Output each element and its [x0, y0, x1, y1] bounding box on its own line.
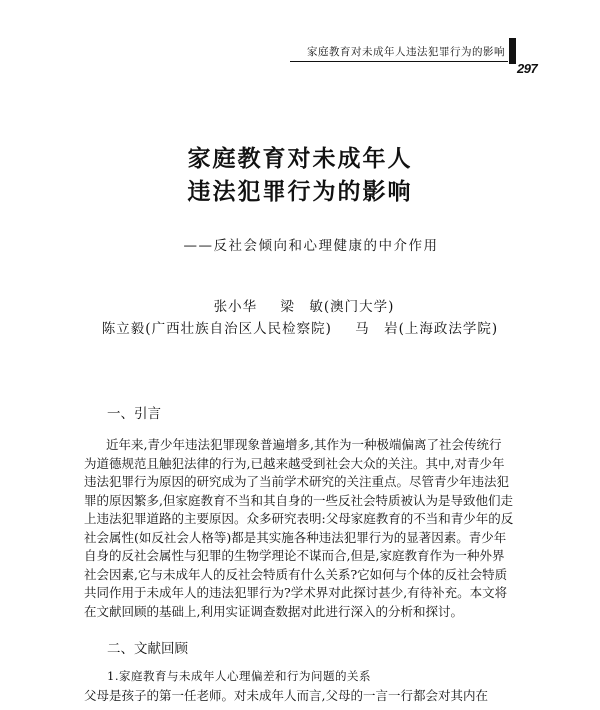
- running-head: 家庭教育对未成年人违法犯罪行为的影响: [307, 46, 505, 58]
- subtitle: ——反社会倾向和心理健康的中介作用: [183, 238, 439, 254]
- section-heading-review: 二、文献回顾: [107, 641, 188, 656]
- text-line: 父母是孩子的第一任老师。对未成年人而言,父母的一言一行都会对其内在: [84, 688, 488, 703]
- title-line-1: 家庭教育对未成年人: [187, 145, 413, 172]
- text-line: 社会因素,它与未成年人的反社会特质有什么关系?它如何与个体的反社会特质: [84, 566, 508, 582]
- text-line: 违法犯罪行为原因的研究成为了当前学术研究的关注重点。尽管青少年违法犯: [84, 474, 510, 489]
- text-line: 社会属性(如反社会人格等)都是其实施各种违法犯罪行为的显著因素。青少年: [84, 529, 507, 545]
- author-name: 马 岩(上海政法学院): [355, 321, 499, 337]
- section-heading-intro: 一、引言: [107, 406, 161, 421]
- title-line-2: 违法犯罪行为的影响: [187, 178, 413, 205]
- subsection-heading: 1.家庭教育与未成年人心理偏差和行为问题的关系: [107, 669, 371, 683]
- author-name: 陈立毅(广西壮族自治区人民检察院): [101, 321, 332, 337]
- header-rule: [290, 61, 508, 62]
- authors-line-2: [0, 317, 600, 337]
- text-line: 上违法犯罪道路的主要原因。众多研究表明:父母家庭教育的不当和青少年的反: [84, 511, 514, 526]
- intro-paragraph: [84, 436, 522, 621]
- text-line: 近年来,青少年违法犯罪现象普遍增多,其作为一种极端偏离了社会传统行: [106, 437, 502, 452]
- page-number: 297: [517, 61, 538, 76]
- author-name: 梁 敏(澳门大学): [280, 299, 395, 315]
- text-line: 罪的原因繁多,但家庭教育不当和其自身的一些反社会特质被认为是导致他们走: [84, 492, 513, 508]
- text-line: 共同作用于未成年人的违法犯罪行为?学术界对此探讨甚少,有待补充。本文将: [84, 585, 508, 600]
- text-line: 为道德规范且触犯法律的行为,已越来越受到社会大众的关注。其中,对青少年: [84, 455, 505, 471]
- text-line: 在文献回顾的基础上,利用实证调查数据对此进行深入的分析和探讨。: [84, 603, 463, 619]
- text-line: 自身的反社会属性与犯罪的生物学理论不谋而合,但是,家庭教育作为一种外界: [84, 548, 505, 563]
- authors-line-1: [0, 295, 600, 315]
- author-name: 张小华: [213, 299, 258, 315]
- page-edge-tab: [509, 38, 516, 64]
